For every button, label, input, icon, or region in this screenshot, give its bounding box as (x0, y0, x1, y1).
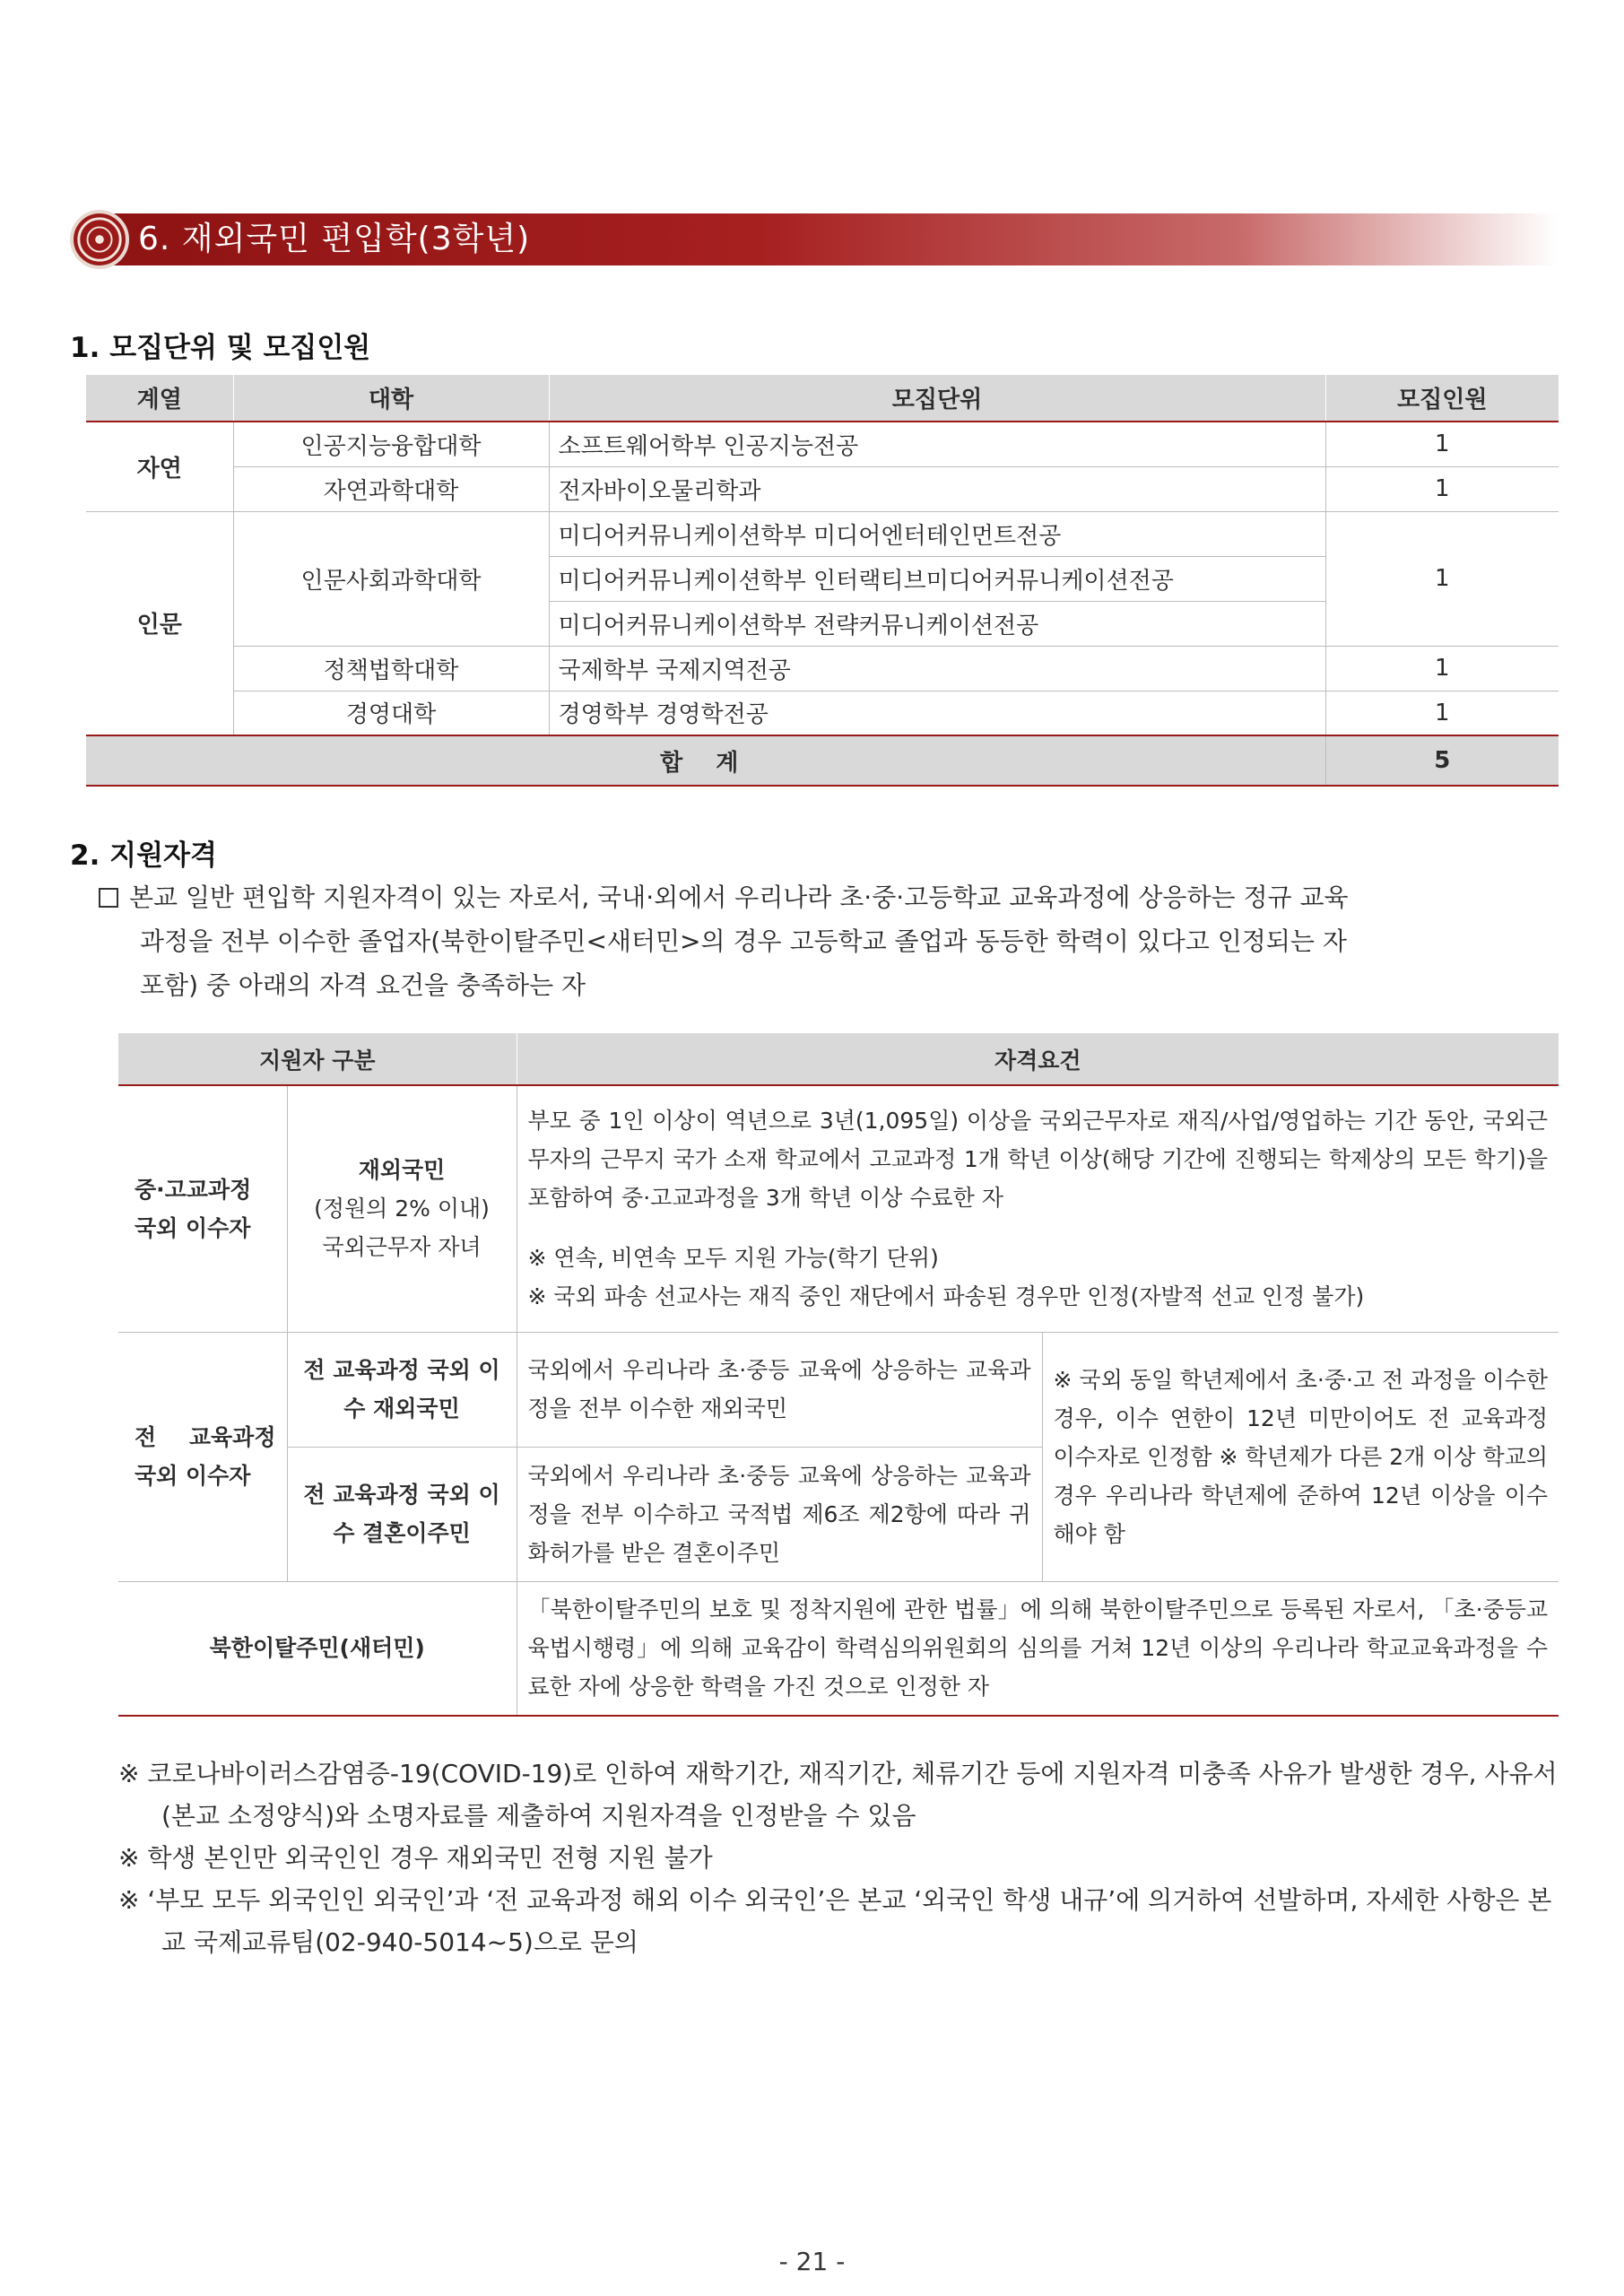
page-title: 6. 재외국민 편입학(3학년) (138, 221, 531, 257)
field-cell: 인문 (86, 511, 233, 735)
requirement-text: 부모 중 1인 이상이 역년으로 3년(1,095일) 이상을 국외근무자로 재직/사업/영업하는 기간 동안, 국외근무자의 근무지 국가 소재 학교에서 고교과정 1개 학년 이상(해당 기간에 진행되는 학제상의 모든 학기)을 포함하여 중·고교과정을 3개 학년 이상 수료한 자 (527, 1108, 1549, 1212)
page-number: - 21 - (778, 2247, 846, 2276)
subgroup-title: 재외국민 (358, 1157, 446, 1184)
unit-cell: 미디어커뮤니케이션학부 전략커뮤니케이션전공 (549, 601, 1325, 646)
unit-cell: 경영학부 경영학전공 (549, 691, 1325, 735)
college-cell: 정책법학대학 (233, 646, 549, 691)
subgroup-title: 전 교육과정 국외 이수 재외국민 (287, 1332, 517, 1447)
table-header-row (86, 375, 1559, 422)
college-cell: 인문사회과학대학 (233, 511, 549, 646)
table-row (86, 511, 1559, 556)
column-header: 지원자 구분 (118, 1033, 517, 1085)
intro-line: 과정을 전부 이수한 졸업자(북한이탈주민<새터민>의 경우 고등학교 졸업과 동등한 학력이 있다고 인정되는 자 (140, 926, 1347, 956)
total-row (86, 735, 1559, 786)
count-cell: 1 (1325, 422, 1559, 466)
intro-line: 본교 일반 편입학 지원자격이 있는 자로서, 국내·외에서 우리나라 초·중·고등학교 교육과정에 상응하는 정규 교육 (129, 883, 1349, 912)
group-name: 전 교육과정 국외 이수자 (118, 1332, 287, 1581)
unit-cell: 소프트웨어학부 인공지능전공 (549, 422, 1325, 466)
requirement-note: ※ 국외 파송 선교사는 재직 중인 재단에서 파송된 경우만 인정(자발적 선교 인정 불가) (527, 1283, 1365, 1310)
notes (118, 1752, 1559, 1963)
unit-cell: 미디어커뮤니케이션학부 미디어엔터테인먼트전공 (549, 511, 1325, 556)
section2-title: 2. 지원자격 (70, 839, 217, 872)
intro-line: 포함) 중 아래의 자격 요건을 충족하는 자 (140, 970, 586, 1000)
table-header-row (118, 1033, 1559, 1085)
college-cell: 자연과학대학 (233, 466, 549, 511)
checkbox-square-icon (99, 888, 118, 908)
table-row (86, 646, 1559, 691)
unit-cell: 국제학부 국제지역전공 (549, 646, 1325, 691)
column-header: 모집인원 (1325, 375, 1559, 422)
college-cell: 경영대학 (233, 691, 549, 735)
column-header: 계열 (86, 375, 233, 422)
count-cell: 1 (1325, 511, 1559, 646)
university-emblem-icon (70, 210, 129, 269)
requirement-text: 국외에서 우리나라 초·중등 교육에 상응하는 교육과정을 전부 이수하고 국적법 제6조 제2항에 따라 귀화허가를 받은 결혼이주민 (517, 1447, 1042, 1581)
group-name: 중·고교과정 국외 이수자 (118, 1085, 287, 1332)
table-row (118, 1581, 1559, 1716)
column-header: 대학 (233, 375, 549, 422)
recruitment-table (86, 375, 1559, 787)
total-label: 합 계 (86, 735, 1325, 786)
eligibility-intro (99, 875, 1560, 1007)
note-item: ※ 코로나바이러스감염증-19(COVID-19)로 인하여 재학기간, 재직기간, 체류기간 등에 지원자격 미충족 사유가 발생한 경우, 사유서(본교 소정양식)와 소명자료를 제출하여 지원자격을 인정받을 수 있음 (118, 1759, 1558, 1831)
group-name: 북한이탈주민(새터민) (118, 1581, 517, 1716)
total-count: 5 (1325, 735, 1559, 786)
table-row (118, 1085, 1559, 1332)
requirement-note: ※ 국외 동일 학년제에서 초·중·고 전 과정을 이수한 경우, 이수 연한이 12년 미만이어도 전 교육과정 이수자로 인정함 ※ 학년제가 다른 2개 이상 학교의 경우 우리나라 학년제에 준하여 12년 이상을 이수해야 함 (1042, 1332, 1559, 1581)
column-header: 모집단위 (549, 375, 1325, 422)
subgroup-type: 국외근무자 자녀 (322, 1234, 482, 1261)
subgroup-cell (287, 1085, 517, 1332)
requirement-cell (517, 1085, 1559, 1332)
table-row (86, 422, 1559, 466)
field-cell: 자연 (86, 422, 233, 511)
section1-title: 1. 모집단위 및 모집인원 (70, 332, 371, 364)
column-header: 자격요건 (517, 1033, 1559, 1085)
count-cell: 1 (1325, 646, 1559, 691)
requirement-text: 「북한이탈주민의 보호 및 정착지원에 관한 법률」에 의해 북한이탈주민으로 등록된 자로서, 「초·중등교육법시행령」에 의해 교육감이 학력심의위원회의 심의를 거쳐 12년 이상의 우리나라 학교교육과정을 수료한 자에 상응한 학력을 가진 것으로 인정한 자 (517, 1581, 1559, 1716)
subgroup-title: 전 교육과정 국외 이수 결혼이주민 (287, 1447, 517, 1581)
unit-cell: 전자바이오물리학과 (549, 466, 1325, 511)
college-cell: 인공지능융합대학 (233, 422, 549, 466)
note-item: ※ ‘부모 모두 외국인인 외국인’과 ‘전 교육과정 해외 이수 외국인’은 본교 ‘외국인 학생 내규’에 의거하여 선발하며, 자세한 사항은 본교 국제교류팀(02-940-5014~5)으로 문의 (118, 1885, 1552, 1957)
eligibility-table (118, 1033, 1559, 1717)
section-header (70, 210, 1559, 269)
note-item: ※ 학생 본인만 외국인인 경우 재외국민 전형 지원 불가 (118, 1843, 713, 1873)
count-cell: 1 (1325, 466, 1559, 511)
subgroup-note: (정원의 2% 이내) (314, 1196, 490, 1222)
count-cell: 1 (1325, 691, 1559, 735)
requirement-text: 국외에서 우리나라 초·중등 교육에 상응하는 교육과정을 전부 이수한 재외국민 (517, 1332, 1042, 1447)
unit-cell: 미디어커뮤니케이션학부 인터랙티브미디어커뮤니케이션전공 (549, 556, 1325, 601)
table-row (86, 466, 1559, 511)
table-row (86, 691, 1559, 735)
requirement-note: ※ 연속, 비연속 모두 지원 가능(학기 단위) (527, 1245, 939, 1272)
table-row (118, 1332, 1559, 1447)
